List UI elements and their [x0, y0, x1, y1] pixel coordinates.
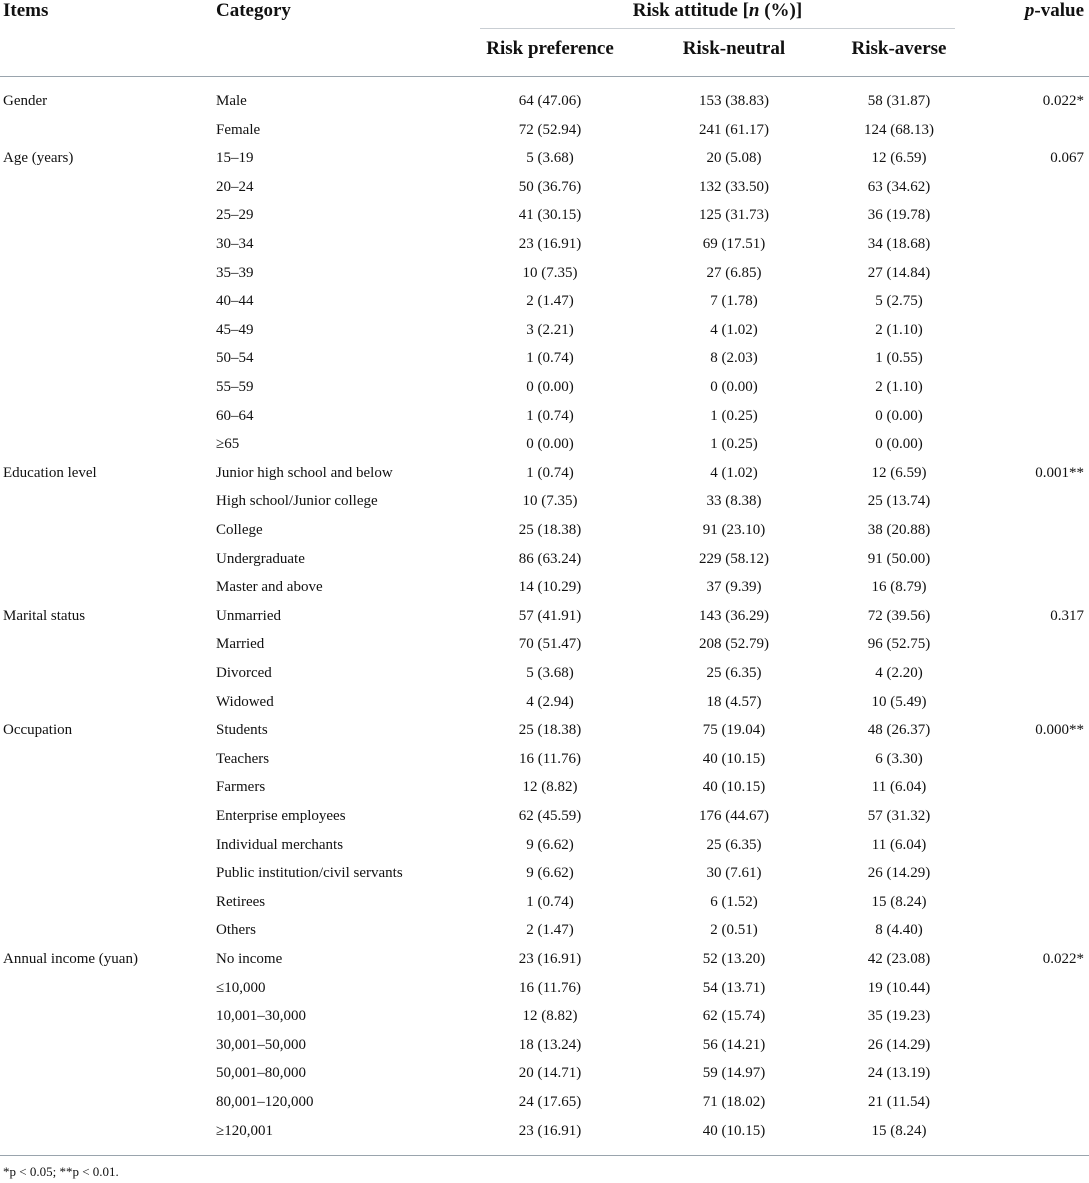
header-risk-attitude-suffix: (%)] [759, 0, 803, 21]
header-col-risk-preference: Risk preference [486, 38, 614, 59]
cell-risk-preference: 86 (63.24) [518, 550, 582, 567]
cell-category: Male [216, 93, 247, 109]
table-row [0, 87, 1089, 116]
cell-risk-neutral: 25 (6.35) [706, 836, 762, 853]
cell-risk-averse: 5 (2.75) [875, 293, 923, 310]
cell-category: 60–64 [216, 407, 254, 424]
cell-risk-averse: 124 (68.13) [864, 121, 934, 138]
header-p-suffix: -value [1034, 0, 1084, 21]
cell-risk-averse: 25 (13.74) [867, 493, 931, 510]
cell-risk-averse: 12 (6.59) [871, 464, 927, 481]
header-rule [0, 76, 1089, 77]
table-row [0, 888, 1089, 917]
cell-risk-averse: 27 (14.84) [867, 264, 931, 281]
cell-risk-preference: 72 (52.94) [518, 121, 582, 138]
table-row [0, 402, 1089, 431]
table-row [0, 430, 1089, 459]
cell-risk-neutral: 40 (10.15) [702, 1122, 766, 1139]
table-row [0, 974, 1089, 1003]
table-row [0, 230, 1089, 259]
cell-risk-neutral: 69 (17.51) [702, 236, 766, 252]
table-row [0, 201, 1089, 230]
cell-risk-averse: 11 (6.04) [871, 836, 927, 853]
cell-risk-averse: 4 (2.20) [875, 665, 923, 681]
cell-risk-preference: 10 (7.35) [522, 264, 578, 281]
cell-category: 50,001–80,000 [216, 1065, 306, 1082]
cell-risk-averse: 0 (0.00) [875, 407, 923, 424]
cell-risk-averse: 16 (8.79) [871, 579, 927, 596]
table-row [0, 945, 1089, 974]
table-row [0, 173, 1089, 202]
cell-risk-preference: 1 (0.74) [526, 350, 574, 367]
cell-category: 45–49 [216, 321, 254, 338]
cell-category: ≤10,000 [216, 979, 266, 996]
cell-risk-preference: 5 (3.68) [526, 150, 574, 167]
table-row [0, 259, 1089, 288]
table-row [0, 1031, 1089, 1060]
cell-risk-neutral: 40 (10.15) [702, 750, 766, 767]
header-category: Category [216, 0, 291, 21]
cell-category: Female [216, 121, 261, 138]
cell-risk-neutral: 25 (6.35) [706, 665, 762, 681]
cell-risk-preference: 1 (0.74) [526, 893, 574, 910]
cell-category: Unmarried [216, 607, 281, 624]
cell-risk-averse: 12 (6.59) [871, 150, 927, 167]
table-row [0, 487, 1089, 516]
cell-risk-averse: 11 (6.04) [871, 779, 927, 796]
cell-risk-preference: 50 (36.76) [518, 178, 582, 195]
cell-risk-preference: 18 (13.24) [518, 1036, 582, 1053]
cell-risk-neutral: 27 (6.85) [706, 264, 762, 281]
table-row [0, 659, 1089, 688]
cell-risk-preference: 25 (18.38) [518, 722, 582, 739]
cell-p-value: 0.000** [1035, 722, 1084, 739]
cell-risk-averse: 57 (31.32) [867, 808, 931, 824]
cell-risk-neutral: 54 (13.71) [702, 979, 766, 996]
table-row [0, 1088, 1089, 1117]
header-subline [480, 28, 955, 29]
cell-category: 55–59 [216, 379, 254, 395]
cell-risk-neutral: 37 (9.39) [706, 579, 762, 596]
cell-risk-preference: 64 (47.06) [518, 93, 582, 109]
cell-category: Widowed [216, 693, 274, 710]
cell-risk-neutral: 4 (1.02) [710, 321, 758, 338]
table-row [0, 144, 1089, 173]
cell-risk-preference: 16 (11.76) [519, 750, 581, 767]
cell-category: 25–29 [216, 207, 254, 224]
cell-risk-averse: 34 (18.68) [867, 236, 931, 252]
cell-risk-averse: 2 (1.10) [875, 379, 923, 395]
cell-category: ≥120,001 [216, 1122, 273, 1139]
cell-category: High school/Junior college [216, 493, 378, 510]
cell-category: Retirees [216, 893, 266, 910]
cell-category: Divorced [216, 665, 272, 681]
header-p-italic: p [1024, 0, 1035, 21]
cell-risk-averse: 91 (50.00) [867, 550, 931, 567]
cell-risk-preference: 16 (11.76) [519, 979, 581, 996]
cell-risk-preference: 2 (1.47) [526, 922, 574, 939]
cell-risk-preference: 25 (18.38) [518, 522, 582, 538]
table-row [0, 1002, 1089, 1031]
cell-risk-preference: 9 (6.62) [526, 865, 574, 882]
cell-risk-neutral: 62 (15.74) [702, 1008, 766, 1025]
cell-p-value: 0.022* [1042, 951, 1084, 967]
cell-risk-preference: 1 (0.74) [526, 464, 574, 481]
cell-risk-preference: 23 (16.91) [518, 236, 582, 252]
cell-risk-averse: 35 (19.23) [867, 1008, 931, 1025]
cell-category: Others [216, 922, 256, 939]
header-risk-attitude-prefix: Risk attitude [ [632, 0, 749, 21]
cell-risk-averse: 96 (52.75) [867, 636, 931, 653]
table-row [0, 802, 1089, 831]
table-row [0, 602, 1089, 631]
cell-risk-neutral: 59 (14.97) [702, 1065, 766, 1082]
cell-category: Undergraduate [216, 550, 305, 567]
cell-risk-averse: 58 (31.87) [867, 93, 931, 109]
cell-category: Married [216, 636, 265, 653]
cell-risk-neutral: 241 (61.17) [699, 121, 769, 138]
table-row [0, 287, 1089, 316]
cell-category: 30,001–50,000 [216, 1036, 306, 1053]
cell-category: 80,001–120,000 [216, 1094, 314, 1110]
cell-p-value: 0.317 [1050, 607, 1084, 624]
cell-risk-neutral: 20 (5.08) [706, 150, 762, 167]
cell-risk-neutral: 91 (23.10) [702, 522, 766, 538]
cell-category: Enterprise employees [216, 808, 346, 824]
cell-category: Students [216, 722, 268, 739]
cell-risk-neutral: 56 (14.21) [702, 1036, 766, 1053]
cell-risk-averse: 21 (11.54) [868, 1094, 930, 1110]
footnote: *p < 0.05; **p < 0.01. [3, 1164, 119, 1179]
cell-risk-averse: 26 (14.29) [867, 865, 931, 882]
header-col-risk-neutral: Risk-neutral [682, 38, 786, 59]
cell-category: 50–54 [216, 350, 254, 367]
cell-category: 15–19 [216, 150, 254, 167]
header-col-risk-averse: Risk-averse [851, 38, 947, 59]
cell-risk-neutral: 8 (2.03) [710, 350, 758, 367]
cell-risk-averse: 42 (23.08) [867, 951, 931, 967]
cell-risk-neutral: 18 (4.57) [706, 693, 762, 710]
cell-risk-averse: 19 (10.44) [867, 979, 931, 996]
cell-risk-preference: 4 (2.94) [526, 693, 574, 710]
cell-category: 35–39 [216, 264, 254, 281]
cell-risk-averse: 48 (26.37) [867, 722, 931, 739]
cell-risk-neutral: 1 (0.25) [710, 407, 758, 424]
cell-category: Public institution/civil servants [216, 865, 403, 882]
cell-item: Gender [3, 93, 48, 109]
cell-risk-averse: 36 (19.78) [867, 207, 931, 224]
table-row [0, 773, 1089, 802]
cell-category: ≥65 [216, 436, 240, 453]
table-row [0, 916, 1089, 945]
cell-risk-averse: 10 (5.49) [871, 693, 927, 710]
cell-risk-neutral: 75 (19.04) [702, 722, 766, 739]
cell-risk-preference: 1 (0.74) [526, 407, 574, 424]
cell-risk-neutral: 7 (1.78) [710, 293, 758, 310]
cell-item: Age (years) [3, 150, 74, 167]
cell-risk-averse: 15 (8.24) [871, 893, 927, 910]
cell-item: Occupation [3, 722, 73, 739]
cell-item: Education level [3, 464, 97, 481]
cell-risk-averse: 24 (13.19) [867, 1065, 931, 1082]
cell-risk-neutral: 143 (36.29) [699, 607, 769, 624]
table-row [0, 344, 1089, 373]
cell-risk-neutral: 40 (10.15) [702, 779, 766, 796]
cell-category: 40–44 [216, 293, 254, 310]
cell-risk-averse: 6 (3.30) [875, 750, 923, 767]
cell-risk-averse: 2 (1.10) [875, 321, 923, 338]
cell-risk-neutral: 2 (0.51) [710, 922, 758, 939]
cell-risk-neutral: 33 (8.38) [706, 493, 762, 510]
table-row [0, 516, 1089, 545]
cell-risk-neutral: 71 (18.02) [702, 1094, 766, 1110]
table-row [0, 373, 1089, 402]
table-row [0, 688, 1089, 717]
cell-risk-preference: 41 (30.15) [518, 207, 582, 224]
cell-risk-averse: 1 (0.55) [875, 350, 923, 367]
cell-category: College [216, 522, 263, 538]
cell-risk-preference: 10 (7.35) [522, 493, 578, 510]
header-risk-attitude-n: n [748, 0, 760, 21]
table-row [0, 716, 1089, 745]
table-row [0, 1059, 1089, 1088]
cell-risk-averse: 8 (4.40) [875, 922, 923, 939]
cell-risk-preference: 24 (17.65) [518, 1094, 582, 1110]
header-p-value [990, 0, 1084, 22]
cell-risk-averse: 72 (39.56) [867, 607, 931, 624]
cell-category: Teachers [216, 750, 270, 767]
cell-item: Annual income (yuan) [3, 951, 138, 967]
cell-risk-preference: 2 (1.47) [526, 293, 574, 310]
cell-risk-neutral: 6 (1.52) [710, 893, 758, 910]
bottom-rule [0, 1155, 1089, 1156]
cell-category: 30–34 [216, 236, 254, 252]
header-items: Items [3, 0, 49, 21]
cell-category: Farmers [216, 779, 266, 796]
cell-risk-preference: 0 (0.00) [526, 436, 574, 453]
table-row [0, 116, 1089, 145]
cell-risk-preference: 23 (16.91) [518, 951, 582, 967]
cell-risk-preference: 0 (0.00) [526, 379, 574, 395]
table-row [0, 831, 1089, 860]
table-row [0, 545, 1089, 574]
cell-risk-preference: 57 (41.91) [518, 607, 582, 624]
cell-p-value: 0.067 [1050, 150, 1084, 167]
table-row [0, 316, 1089, 345]
cell-risk-neutral: 30 (7.61) [706, 865, 762, 882]
table-row [0, 459, 1089, 488]
cell-risk-neutral: 132 (33.50) [699, 178, 769, 195]
table-row [0, 1117, 1089, 1146]
table-row [0, 630, 1089, 659]
cell-risk-preference: 62 (45.59) [518, 808, 582, 824]
cell-p-value: 0.022* [1042, 93, 1084, 109]
cell-risk-neutral: 153 (38.83) [699, 93, 769, 109]
cell-risk-neutral: 4 (1.02) [710, 464, 758, 481]
cell-risk-averse: 63 (34.62) [867, 178, 931, 195]
cell-risk-preference: 12 (8.82) [522, 779, 578, 796]
cell-risk-neutral: 1 (0.25) [710, 436, 758, 453]
cell-risk-neutral: 176 (44.67) [699, 808, 769, 824]
cell-category: Master and above [216, 579, 323, 596]
cell-risk-preference: 12 (8.82) [522, 1008, 578, 1025]
cell-category: 10,001–30,000 [216, 1008, 306, 1025]
cell-risk-averse: 26 (14.29) [867, 1036, 931, 1053]
cell-category: No income [216, 951, 283, 967]
table-row [0, 859, 1089, 888]
cell-risk-neutral: 52 (13.20) [702, 951, 766, 967]
cell-risk-neutral: 208 (52.79) [699, 636, 769, 653]
cell-category: 20–24 [216, 178, 254, 195]
cell-risk-neutral: 0 (0.00) [710, 379, 758, 395]
cell-risk-preference: 14 (10.29) [518, 579, 582, 596]
cell-category: Junior high school and below [216, 464, 393, 481]
cell-risk-preference: 5 (3.68) [526, 665, 574, 681]
cell-category: Individual merchants [216, 836, 344, 853]
cell-risk-preference: 20 (14.71) [518, 1065, 582, 1082]
cell-risk-averse: 15 (8.24) [871, 1122, 927, 1139]
cell-item: Marital status [3, 607, 86, 624]
cell-risk-preference: 3 (2.21) [526, 321, 574, 338]
header-risk-attitude [480, 0, 955, 22]
cell-p-value: 0.001** [1035, 464, 1084, 481]
cell-risk-averse: 38 (20.88) [867, 522, 931, 538]
cell-risk-preference: 9 (6.62) [526, 836, 574, 853]
cell-risk-preference: 23 (16.91) [518, 1122, 582, 1139]
cell-risk-neutral: 125 (31.73) [699, 207, 769, 224]
cell-risk-averse: 0 (0.00) [875, 436, 923, 453]
cell-risk-neutral: 229 (58.12) [699, 550, 769, 567]
cell-risk-preference: 70 (51.47) [518, 636, 582, 653]
table-row [0, 745, 1089, 774]
table-row [0, 573, 1089, 602]
